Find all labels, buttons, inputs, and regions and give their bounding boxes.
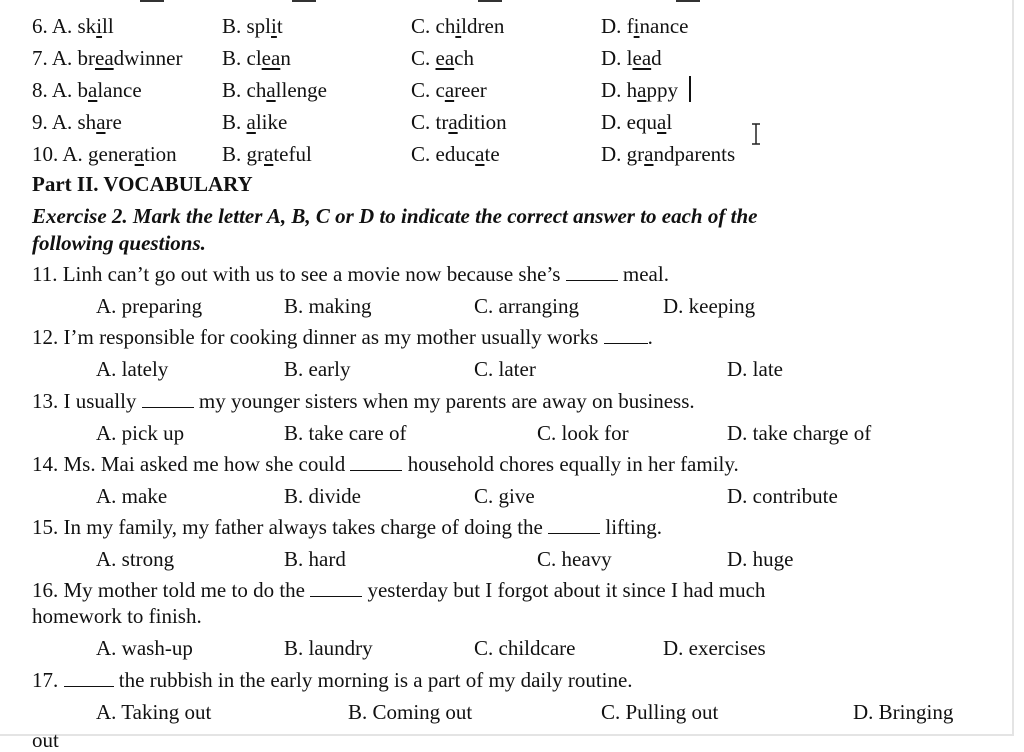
underlined-letters: a — [448, 110, 458, 134]
option-10b[interactable] — [222, 142, 312, 166]
option-text: l — [666, 110, 673, 134]
option-7a[interactable] — [32, 46, 182, 70]
option-text: n — [280, 46, 291, 70]
option-text: B. cl — [222, 46, 262, 70]
question-text: yesterday but I forgot about it since I had much — [362, 578, 766, 602]
exercise-instruction-line2: following questions. — [32, 231, 206, 255]
option-17b[interactable]: B. Coming out — [348, 700, 473, 724]
option-8b[interactable] — [222, 78, 327, 102]
option-text: C. educ — [411, 142, 476, 166]
option-10d[interactable] — [601, 142, 735, 166]
underlined-letters: a — [88, 78, 98, 102]
question-text: 16. My mother told me to do the — [32, 578, 311, 602]
underlined-letters: ea — [632, 46, 652, 70]
question-16-continued: homework to finish. — [32, 604, 202, 628]
option-12b[interactable]: B. early — [284, 357, 351, 381]
option-text: B. spl — [222, 14, 272, 38]
underline-mark — [478, 0, 502, 2]
option-text: te — [484, 142, 500, 166]
option-11d[interactable]: D. keeping — [663, 294, 756, 318]
underlined-letters: a — [134, 142, 144, 166]
question-12 — [32, 325, 653, 349]
question-15 — [32, 515, 662, 539]
underlined-letters: a — [657, 110, 667, 134]
underlined-letters: ea — [435, 46, 455, 70]
option-7d[interactable] — [601, 46, 662, 70]
option-15b[interactable]: B. hard — [284, 547, 346, 571]
underlined-letters: a — [444, 78, 455, 102]
exercise-instruction-line1: Exercise 2. Mark the letter A, B, C or D to indicate the correct answer to each of the — [32, 204, 758, 228]
answer-blank[interactable] — [142, 389, 194, 408]
underlined-letters: i — [271, 14, 277, 38]
underlined-letters: a — [644, 142, 654, 166]
question-text: 11. Linh can’t go out with us to see a movie now because she’s — [32, 262, 566, 286]
option-11b[interactable]: B. making — [284, 294, 372, 318]
option-8a[interactable] — [32, 78, 142, 102]
question-text: lifting. — [600, 515, 662, 539]
option-text: ch — [454, 46, 474, 70]
question-text: household chores equally in her family. — [402, 452, 739, 476]
option-17c[interactable]: C. Pulling out — [601, 700, 719, 724]
answer-blank[interactable] — [548, 515, 600, 534]
option-17d-overflow: out — [32, 728, 59, 752]
ibeam-cursor-icon — [750, 123, 762, 145]
text-caret — [689, 76, 691, 102]
question-text: 13. I usually — [32, 389, 142, 413]
option-13a[interactable]: A. pick up — [96, 421, 185, 445]
question-text: meal. — [617, 262, 669, 286]
option-text: 6. A. sk — [32, 14, 97, 38]
question-11 — [32, 262, 669, 286]
option-14b[interactable]: B. divide — [284, 484, 361, 508]
option-6b[interactable] — [222, 14, 283, 38]
option-14c[interactable]: C. give — [474, 484, 535, 508]
underlined-letters: ea — [261, 46, 281, 70]
option-17d[interactable]: D. Bringing — [853, 700, 954, 724]
underlined-letters: a — [637, 78, 647, 102]
option-6d[interactable] — [601, 14, 688, 38]
question-text: 15. In my family, my father always takes charge of doing the — [32, 515, 549, 539]
option-17a[interactable]: A. Taking out — [96, 700, 212, 724]
option-9c[interactable] — [411, 110, 507, 134]
answer-blank[interactable] — [604, 325, 648, 344]
option-15c[interactable]: C. heavy — [537, 547, 612, 571]
option-text: teful — [273, 142, 312, 166]
question-text: my younger sisters when my parents are away on business. — [193, 389, 695, 413]
underlined-letters: a — [246, 110, 256, 134]
option-16d[interactable]: D. exercises — [663, 636, 766, 660]
option-9b[interactable] — [222, 110, 287, 134]
underlined-letters: i — [633, 14, 640, 38]
option-12c[interactable]: C. later — [474, 357, 536, 381]
underlined-letters: ea — [95, 46, 114, 70]
option-text: dwinner — [113, 46, 183, 70]
option-8c[interactable] — [411, 78, 487, 102]
option-text: 10. A. gener — [32, 142, 135, 166]
question-14 — [32, 452, 739, 476]
option-text: dition — [457, 110, 507, 134]
option-11c[interactable]: C. arranging — [474, 294, 579, 318]
option-8d[interactable] — [601, 78, 678, 102]
question-text: . — [647, 325, 653, 349]
option-13d[interactable]: D. take charge of — [727, 421, 872, 445]
option-9a[interactable] — [32, 110, 122, 134]
option-text: C. ch — [411, 14, 456, 38]
option-text: D. equ — [601, 110, 657, 134]
question-text: 14. Ms. Mai asked me how she could — [32, 452, 351, 476]
option-text: llenge — [275, 78, 327, 102]
underlined-letters: a — [475, 142, 485, 166]
answer-blank[interactable] — [350, 452, 402, 471]
option-7c[interactable] — [411, 46, 474, 70]
underlined-letters: a — [264, 142, 274, 166]
option-text: 7. A. br — [32, 46, 95, 70]
option-text: ldren — [461, 14, 505, 38]
option-text: reer — [454, 78, 487, 102]
question-16 — [32, 578, 765, 602]
option-text: C. tr — [411, 110, 449, 134]
option-text: B. gr — [222, 142, 264, 166]
option-6a[interactable] — [32, 14, 114, 38]
option-14a[interactable]: A. make — [96, 484, 168, 508]
option-text: lance — [97, 78, 142, 102]
option-10a[interactable] — [32, 142, 177, 166]
option-text: C. c — [411, 78, 445, 102]
option-text: D. f — [601, 14, 634, 38]
question-text: 17. — [32, 668, 64, 692]
question-13 — [32, 389, 695, 413]
option-text: tion — [143, 142, 177, 166]
option-text: D. gr — [601, 142, 645, 166]
option-10c[interactable] — [411, 142, 500, 166]
option-16a[interactable]: A. wash-up — [96, 636, 193, 660]
option-16c[interactable]: C. childcare — [474, 636, 576, 660]
option-13c[interactable]: C. look for — [537, 421, 629, 445]
option-text: D. h — [601, 78, 638, 102]
part-title: Part II. VOCABULARY — [32, 172, 253, 196]
option-16b[interactable]: B. laundry — [284, 636, 373, 660]
question-17 — [32, 668, 633, 692]
question-text: the rubbish in the early morning is a part of my daily routine. — [113, 668, 633, 692]
option-text: t — [276, 14, 283, 38]
underline-mark — [676, 0, 700, 2]
underlined-letters: i — [96, 14, 103, 38]
option-text: 9. A. sh — [32, 110, 97, 134]
option-9d[interactable] — [601, 110, 672, 134]
option-text: re — [105, 110, 122, 134]
option-text: C. — [411, 46, 436, 70]
underlined-letters: i — [455, 14, 462, 38]
option-text: nance — [639, 14, 689, 38]
option-text: ndparents — [653, 142, 736, 166]
option-text: ppy — [646, 78, 678, 102]
option-text: B. — [222, 110, 247, 134]
option-text: D. l — [601, 46, 633, 70]
option-12d[interactable]: D. late — [727, 357, 783, 381]
option-11a[interactable]: A. preparing — [96, 294, 203, 318]
option-text: like — [255, 110, 288, 134]
option-7b[interactable] — [222, 46, 291, 70]
option-text: 8. A. b — [32, 78, 89, 102]
option-13b[interactable]: B. take care of — [284, 421, 407, 445]
option-text: d — [651, 46, 662, 70]
question-text: 12. I’m responsible for cooking dinner as my mother usually works — [32, 325, 604, 349]
option-text: B. ch — [222, 78, 267, 102]
option-text: ll — [102, 14, 114, 38]
underlined-letters: a — [96, 110, 106, 134]
answer-blank[interactable] — [310, 578, 362, 597]
option-6c[interactable] — [411, 14, 504, 38]
answer-blank[interactable] — [566, 262, 618, 281]
option-14d[interactable]: D. contribute — [727, 484, 838, 508]
option-12a[interactable]: A. lately — [96, 357, 169, 381]
option-15a[interactable]: A. strong — [96, 547, 175, 571]
answer-blank[interactable] — [64, 668, 114, 687]
underline-mark — [292, 0, 316, 2]
underlined-letters: a — [266, 78, 276, 102]
option-15d[interactable]: D. huge — [727, 547, 794, 571]
underline-mark — [140, 0, 164, 2]
